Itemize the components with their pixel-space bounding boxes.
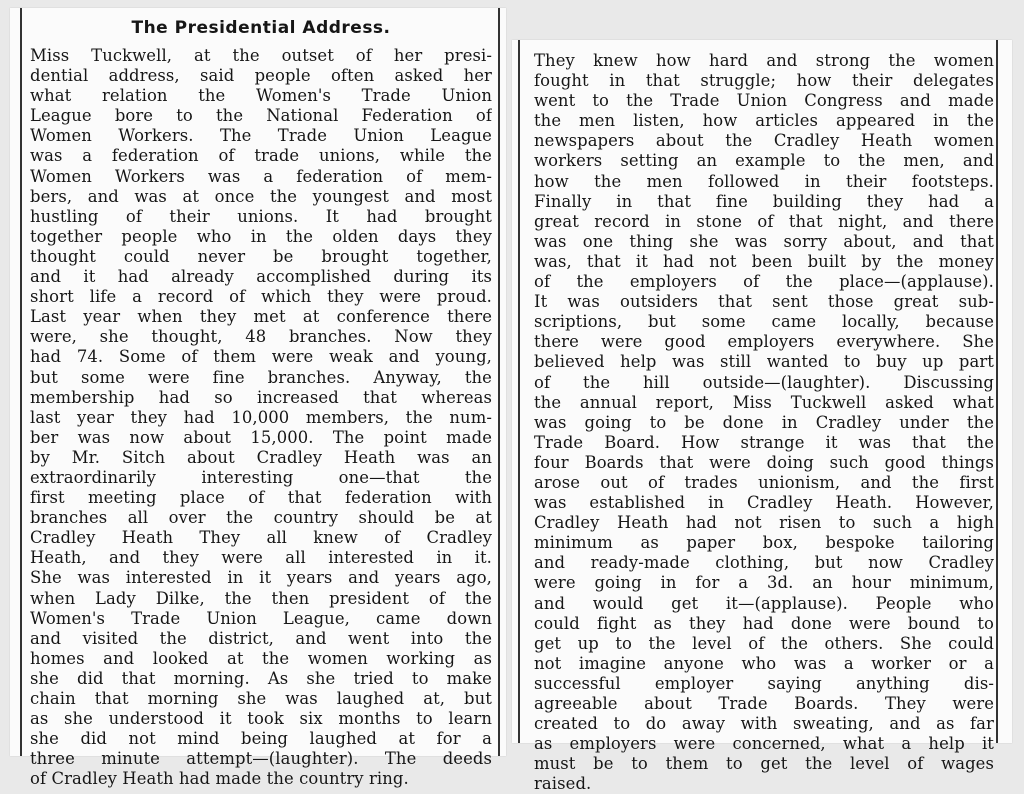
text-line: and visited the district, and went into the xyxy=(30,628,492,648)
text-line: three minute attempt—(laughter). The deeds xyxy=(30,749,492,769)
left-article-column xyxy=(30,18,492,789)
text-line: fought in that struggle; how their delegates xyxy=(534,71,994,91)
text-line: when Lady Dilke, the then president of the xyxy=(30,588,492,608)
text-line: Trade Board. How strange it was that the xyxy=(534,432,994,452)
text-line: together people who in the olden days they xyxy=(30,226,492,246)
left-border-rule xyxy=(518,40,520,743)
text-line: she did that morning. As she tried to make xyxy=(30,668,492,688)
text-line: Women's Trade Union League, came down xyxy=(30,608,492,628)
text-line: Last year when they met at conference there xyxy=(30,307,492,327)
text-line: first meeting place of that federation with xyxy=(30,488,492,508)
left-border-rule xyxy=(20,8,22,756)
text-line: Cradley Heath had not risen to such a high xyxy=(534,513,994,533)
text-line: chain that morning she was laughed at, but xyxy=(30,689,492,708)
text-line: bers, and was at once the youngest and most xyxy=(30,186,492,206)
text-line: was, that it had not been built by the money xyxy=(534,251,994,271)
text-line: were, she thought, 48 branches. Now they xyxy=(30,327,492,347)
text-line: and ready-made clothing, but now Cradley xyxy=(534,553,994,573)
text-line: of the employers of the place—(applause). xyxy=(534,272,994,292)
text-line: as she understood it took six months to learn xyxy=(30,709,492,729)
text-line: It was outsiders that sent those great sub- xyxy=(534,292,994,312)
text-line: membership had so increased that whereas xyxy=(30,387,492,407)
text-line: short life a record of which they were proud. xyxy=(30,287,492,307)
text-line: four Boards that were doing such good things xyxy=(534,452,994,472)
text-line: workers setting an example to the men, and xyxy=(534,151,994,171)
right-column-text xyxy=(534,51,994,794)
text-line: as employers were concerned, what a help it xyxy=(534,734,994,754)
text-line: and would get it—(applause). People who xyxy=(534,593,994,613)
text-line: minimum as paper box, bespoke tailoring xyxy=(534,533,994,553)
text-line: Heath, and they were all interested in it. xyxy=(30,548,492,568)
text-line: arose out of trades unionism, and the first xyxy=(534,472,994,492)
text-line: was one thing she was sorry about, and that xyxy=(534,231,994,251)
text-line: were going in for a 3d. an hour minimum, xyxy=(534,573,994,593)
text-line: ber was now about 15,000. The point made xyxy=(30,427,492,447)
text-line: Women Workers. The Trade Union League xyxy=(30,126,492,146)
text-line: she did not mind being laughed at for a xyxy=(30,729,492,749)
text-line: the annual report, Miss Tuckwell asked what xyxy=(534,392,994,412)
text-line: They knew how hard and strong the women xyxy=(534,51,994,70)
text-line: homes and looked at the women working as xyxy=(30,648,492,668)
text-line: get up to the level of the others. She could xyxy=(534,633,994,653)
text-line: great record in stone of that night, and there xyxy=(534,211,994,231)
text-line: what relation the Women's Trade Union xyxy=(30,86,492,106)
text-line: Cradley Heath They all knew of Cradley xyxy=(30,528,492,548)
text-line: of Cradley Heath had made the country ring. xyxy=(30,769,409,789)
text-line: agreeable about Trade Boards. They were xyxy=(534,694,994,713)
text-line: the men listen, how articles appeared in the xyxy=(534,111,994,131)
text-line: went to the Trade Union Congress and made xyxy=(534,91,994,111)
text-line: raised. xyxy=(534,774,592,794)
text-line: Finally in that fine building they had a xyxy=(534,191,994,211)
text-line: had 74. Some of them were weak and young, xyxy=(30,347,492,367)
text-line: how the men followed in their footsteps. xyxy=(534,171,994,191)
text-line: was a federation of trade unions, while the xyxy=(30,146,492,166)
text-line: believed help was still wanted to buy up part xyxy=(534,352,994,372)
text-line: by Mr. Sitch about Cradley Heath was an xyxy=(30,447,492,467)
text-line: hustling of their unions. It had brought xyxy=(30,206,492,226)
right-article-column xyxy=(534,51,994,794)
right-border-rule xyxy=(996,40,998,743)
text-line: She was interested in it years and years ago, xyxy=(30,568,492,588)
text-line: League bore to the National Federation of xyxy=(30,106,492,126)
text-line: and it had already accomplished during its xyxy=(30,267,492,287)
text-line: was going to be done in Cradley under the xyxy=(534,412,994,432)
text-line: thought could never be brought together, xyxy=(30,246,492,266)
text-line: extraordinarily interesting one—that the xyxy=(30,467,492,487)
text-line: there were good employers everywhere. She xyxy=(534,332,994,352)
text-line: but some were fine branches. Anyway, the xyxy=(30,367,492,387)
text-line: must be to them to get the level of wages xyxy=(534,754,994,774)
article-heading: The Presidential Address. xyxy=(131,18,391,38)
text-line: Women Workers was a federation of mem- xyxy=(30,166,492,186)
left-column-text xyxy=(30,46,492,789)
text-line: created to do away with sweating, and as far xyxy=(534,714,994,734)
text-line: branches all over the country should be at xyxy=(30,508,492,528)
text-line: dential address, said people often asked her xyxy=(30,66,492,86)
text-line: scriptions, but some came locally, because xyxy=(534,312,994,332)
text-line: of the hill outside—(laughter). Discussing xyxy=(534,372,994,392)
text-line: was established in Cradley Heath. However, xyxy=(534,493,994,513)
text-line: not imagine anyone who was a worker or a xyxy=(534,653,994,673)
text-line: last year they had 10,000 members, the num- xyxy=(30,407,492,427)
right-border-rule xyxy=(498,8,500,756)
text-line: Miss Tuckwell, at the outset of her presi- xyxy=(30,46,492,65)
text-line: successful employer saying anything dis- xyxy=(534,673,994,693)
text-line: newspapers about the Cradley Heath women xyxy=(534,131,994,151)
text-line: could fight as they had done were bound to xyxy=(534,613,994,633)
